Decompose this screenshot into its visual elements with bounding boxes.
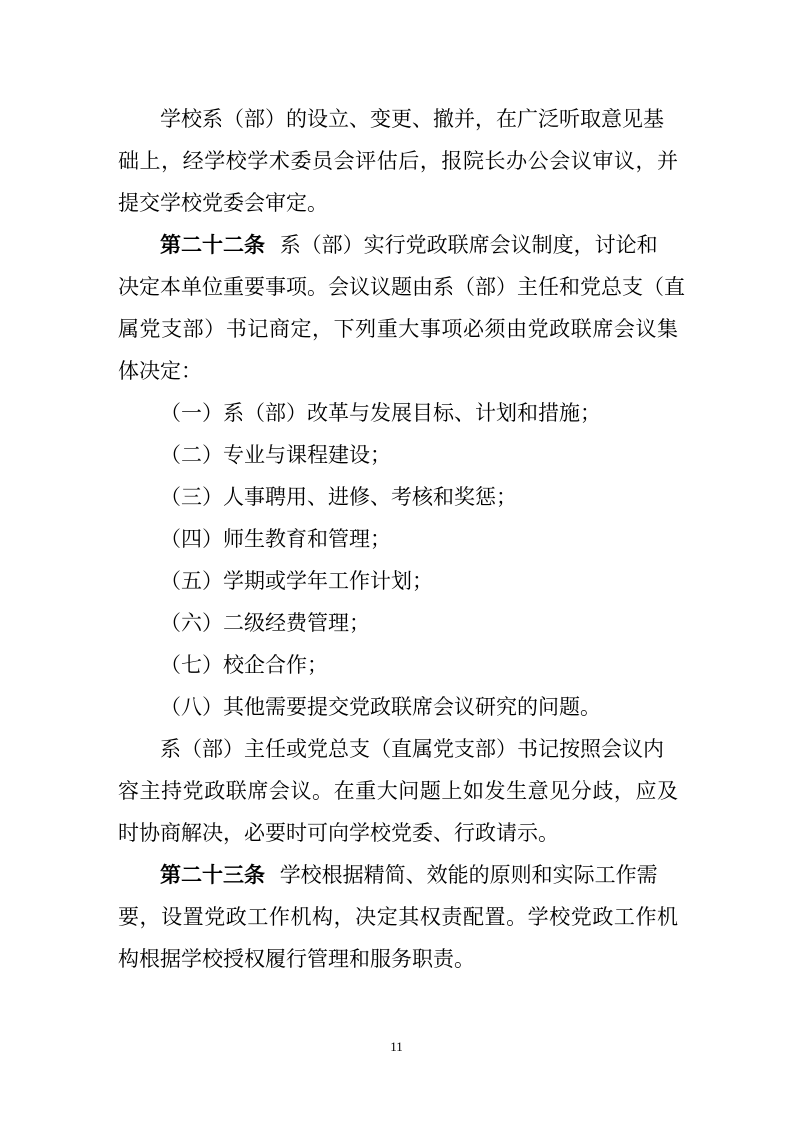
paragraph-line: 时协商解决，必要时可向学校党委、行政请示。 xyxy=(118,821,559,845)
list-item: （三）人事聘用、进修、考核和奖惩； xyxy=(160,485,517,509)
paragraph-line: 础上，经学校学术委员会评估后，报院长办公会议审议，并 xyxy=(118,149,678,173)
paragraph-line: 要，设置党政工作机构，决定其权责配置。学校党政工作机 xyxy=(118,905,678,929)
paragraph-line: 决定本单位重要事项。会议议题由系（部）主任和党总支（直 xyxy=(118,275,685,299)
paragraph-line: 体决定： xyxy=(118,359,202,383)
list-item: （八）其他需要提交党政联席会议研究的问题。 xyxy=(160,695,601,719)
article-22-text: 系（部）实行党政联席会议制度，讨论和 xyxy=(279,233,658,257)
list-item: （二）专业与课程建设； xyxy=(160,443,391,467)
list-item: （四）师生教育和管理； xyxy=(160,527,391,551)
article-23-heading: 第二十三条 xyxy=(160,862,265,887)
article-23-text: 学校根据精简、效能的原则和实际工作需 xyxy=(279,863,658,887)
paragraph-line: 容主持党政联席会议。在重大问题上如发生意见分歧，应及 xyxy=(118,779,678,803)
paragraph-line: 系（部）主任或党总支（直属党支部）书记按照会议内 xyxy=(160,737,664,761)
page-number: 11 xyxy=(390,1039,403,1054)
list-item: （一）系（部）改革与发展目标、计划和措施； xyxy=(160,401,601,425)
paragraph-line: 提交学校党委会审定。 xyxy=(118,191,328,215)
article-22-heading: 第二十二条 xyxy=(160,232,265,257)
list-item: （五）学期或学年工作计划； xyxy=(160,569,433,593)
list-item: （六）二级经费管理； xyxy=(160,611,370,635)
list-item: （七）校企合作； xyxy=(160,653,328,677)
paragraph-line: 属党支部）书记商定，下列重大事项必须由党政联席会议集 xyxy=(118,317,678,341)
paragraph-line: 构根据学校授权履行管理和服务职责。 xyxy=(118,947,475,971)
paragraph-line: 学校系（部）的设立、变更、撤并，在广泛听取意见基 xyxy=(160,107,664,131)
article-23-line xyxy=(160,862,658,888)
article-22-line xyxy=(160,232,658,258)
